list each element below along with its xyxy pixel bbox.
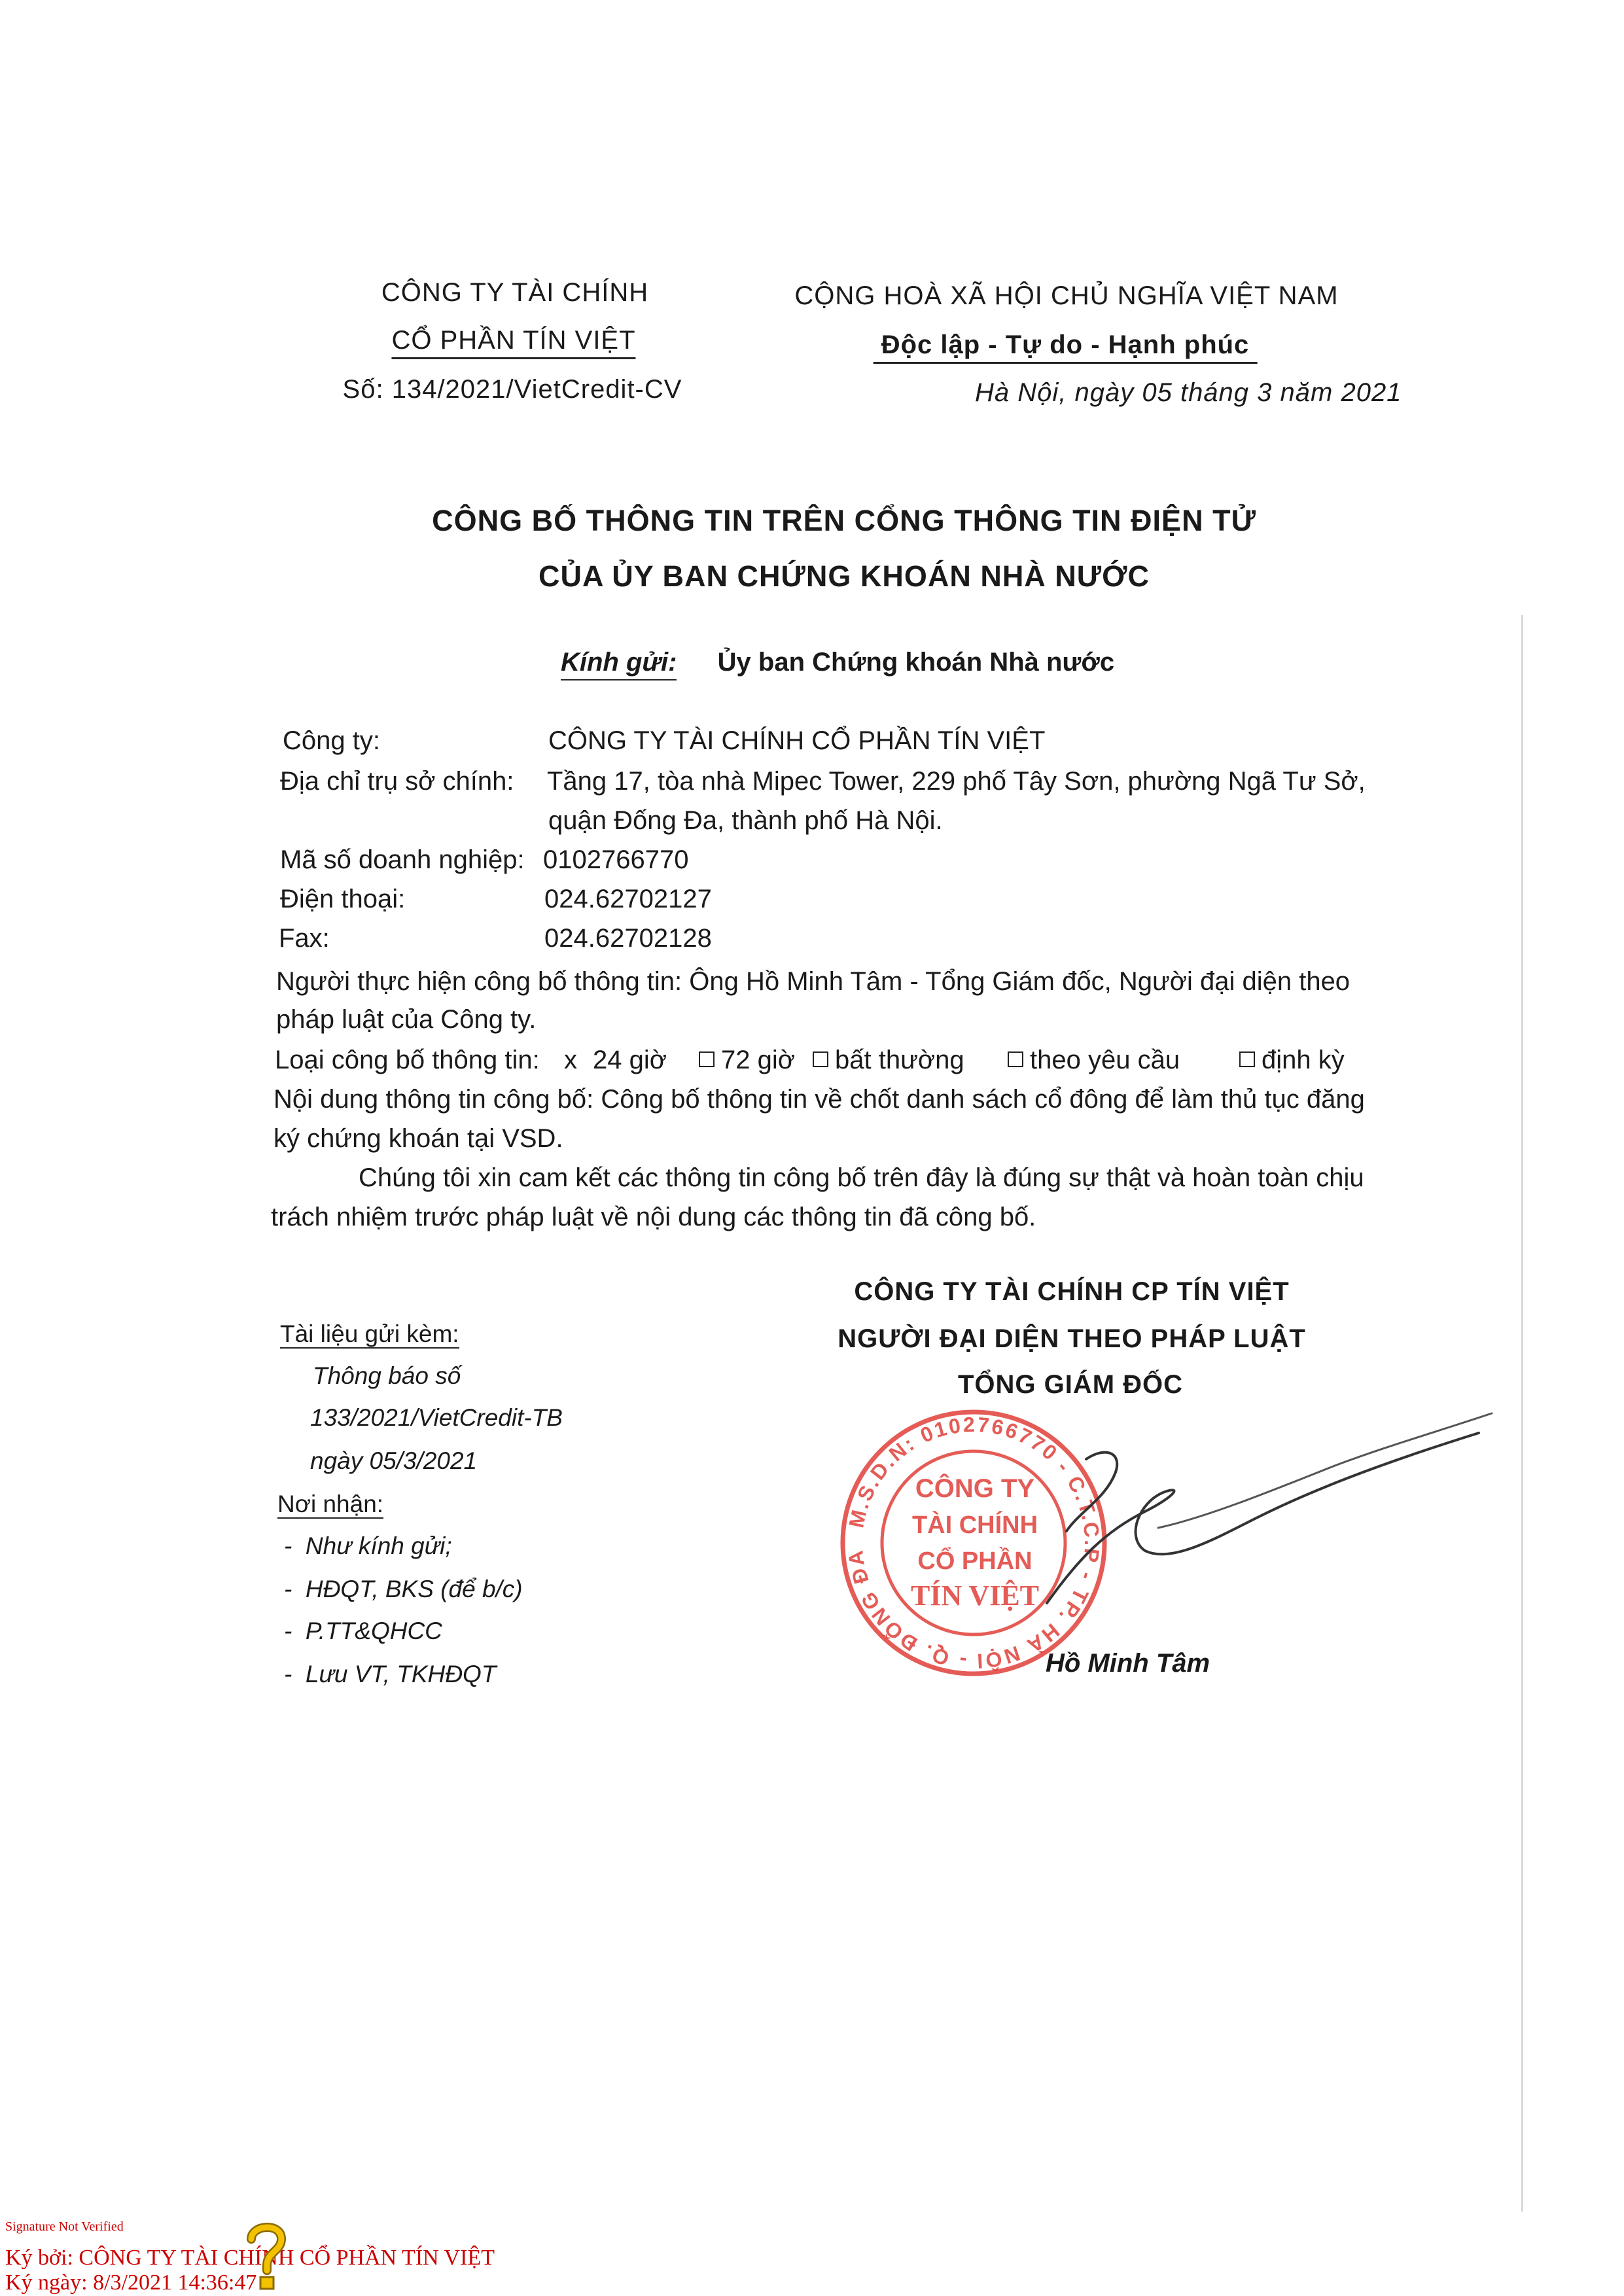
disclosure-type-label: Loại công bố thông tin: bbox=[275, 1046, 540, 1074]
content-line1: Nội dung thông tin công bố: Công bố thông tin về chốt danh sách cổ đông để làm thủ tục đăng bbox=[274, 1085, 1365, 1114]
attachments-label-wrap bbox=[280, 1320, 459, 1348]
address-value-line1: Tầng 17, tòa nhà Mipec Tower, 229 phố Tây Sơn, phường Ngã Tư Sở, bbox=[547, 767, 1366, 796]
recipient-line bbox=[561, 648, 1114, 677]
disclosure-type-periodic-label: định kỳ bbox=[1262, 1046, 1345, 1074]
handwritten-signature bbox=[1008, 1387, 1505, 1623]
seal-ring-text: M.S.D.N: 0102766770 - C.T.C.P - TP. HÀ NỘI - Q. ĐỐNG ĐA bbox=[843, 1412, 1104, 1674]
discloser-line1: Người thực hiện công bố thông tin: Ông Hồ Minh Tâm - Tổng Giám đốc, Người đại diện theo bbox=[276, 967, 1350, 996]
recipient-item: - HĐQT, BKS (để b/c) bbox=[284, 1576, 523, 1602]
disclosure-type-unusual-label: bất thường bbox=[835, 1046, 964, 1074]
disclosure-type-72h[interactable] bbox=[699, 1046, 795, 1075]
question-mark-icon[interactable] bbox=[243, 2219, 289, 2291]
phone-label: Điện thoại: bbox=[280, 885, 406, 913]
checkbox-unusual[interactable] bbox=[813, 1051, 828, 1067]
seal-line2: TÀI CHÍNH bbox=[911, 1511, 1038, 1539]
recipients-label: Nơi nhận: bbox=[277, 1491, 384, 1517]
recipient-value: Ủy ban Chứng khoán Nhà nước bbox=[717, 648, 1115, 677]
disclosure-type-24h-mark[interactable]: x bbox=[564, 1046, 577, 1074]
recipient-item: - Như kính gửi; bbox=[284, 1532, 452, 1559]
national-motto-wrap bbox=[874, 330, 1258, 360]
company-name-line2-wrap bbox=[391, 326, 635, 355]
seal-line3: CỔ PHẦN bbox=[917, 1547, 1033, 1575]
phone-value: 024.62702127 bbox=[544, 885, 712, 913]
date-line: Hà Nội, ngày 05 tháng 3 năm 2021 bbox=[975, 378, 1402, 407]
fax-value: 024.62702128 bbox=[544, 924, 712, 953]
company-name-line1: CÔNG TY TÀI CHÍNH bbox=[381, 278, 649, 307]
commitment-line1: Chúng tôi xin cam kết các thông tin công bố trên đây là đúng sự thật và hoàn toàn chịu bbox=[359, 1163, 1364, 1192]
national-title: CỘNG HOÀ XÃ HỘI CHỦ NGHĨA VIỆT NAM bbox=[794, 281, 1339, 310]
disclosure-type-24h: 24 giờ bbox=[593, 1046, 667, 1074]
signature-role: NGƯỜI ĐẠI DIỆN THEO PHÁP LUẬT bbox=[838, 1324, 1306, 1353]
disclosure-type-on-request-label: theo yêu cầu bbox=[1030, 1046, 1180, 1074]
recipient-item: - P.TT&QHCC bbox=[284, 1617, 442, 1644]
fax-label: Fax: bbox=[279, 924, 330, 953]
content-line2: ký chứng khoán tại VSD. bbox=[274, 1124, 563, 1153]
document-number: Số: 134/2021/VietCredit-CV bbox=[342, 375, 682, 404]
recipient-label: Kính gửi: bbox=[561, 648, 677, 680]
disclosure-type-72h-label: 72 giờ bbox=[721, 1046, 795, 1074]
attachment-line3: ngày 05/3/2021 bbox=[310, 1447, 478, 1474]
commitment-line2: trách nhiệm trước pháp luật về nội dung các thông tin đã công bố. bbox=[271, 1203, 1036, 1231]
signer-name: Hồ Minh Tâm bbox=[1046, 1649, 1210, 1678]
tax-code-value: 0102766770 bbox=[543, 845, 689, 874]
document-title-line1: CÔNG BỐ THÔNG TIN TRÊN CỔNG THÔNG TIN ĐIỆN TỬ bbox=[432, 504, 1256, 537]
national-motto: Độc lập - Tự do - Hạnh phúc bbox=[874, 330, 1258, 364]
discloser-line2: pháp luật của Công ty. bbox=[276, 1005, 537, 1034]
attachments-label: Tài liệu gửi kèm: bbox=[280, 1320, 459, 1347]
recipient-item: - Lưu VT, TKHĐQT bbox=[284, 1661, 497, 1687]
signature-company: CÔNG TY TÀI CHÍNH CP TÍN VIỆT bbox=[854, 1277, 1290, 1306]
signed-date: Ký ngày: 8/3/2021 14:36:47 bbox=[5, 2270, 257, 2295]
company-name-line2: CỔ PHẦN TÍN VIỆT bbox=[391, 326, 635, 359]
seal-line1: CÔNG TY bbox=[915, 1474, 1035, 1503]
checkbox-periodic[interactable] bbox=[1239, 1051, 1255, 1067]
signed-by: Ký bởi: CÔNG TY TÀI CHÍNH CỔ PHẦN TÍN VIỆT bbox=[5, 2246, 495, 2270]
document-title-line2: CỦA ỦY BAN CHỨNG KHOÁN NHÀ NƯỚC bbox=[538, 559, 1150, 593]
disclosure-type-on-request[interactable] bbox=[1008, 1046, 1180, 1075]
seal-line4: TÍN VIỆT bbox=[910, 1580, 1040, 1612]
attachment-line2: 133/2021/VietCredit-TB bbox=[310, 1404, 563, 1431]
recipients-label-wrap bbox=[277, 1491, 383, 1518]
tax-code-label: Mã số doanh nghiệp: bbox=[280, 845, 525, 874]
disclosure-type-periodic[interactable] bbox=[1239, 1046, 1345, 1075]
address-label: Địa chỉ trụ sở chính: bbox=[280, 767, 514, 796]
checkbox-on-request[interactable] bbox=[1008, 1051, 1023, 1067]
address-value-line2: quận Đống Đa, thành phố Hà Nội. bbox=[548, 806, 943, 835]
company-value: CÔNG TY TÀI CHÍNH CỔ PHẦN TÍN VIỆT bbox=[548, 726, 1046, 755]
signature-status: Signature Not Verified bbox=[5, 2219, 124, 2234]
checkbox-72h[interactable] bbox=[699, 1051, 715, 1067]
attachment-line1: Thông báo số bbox=[313, 1362, 461, 1389]
scan-edge-line bbox=[1521, 615, 1523, 2212]
signature-title: TỔNG GIÁM ĐỐC bbox=[957, 1370, 1184, 1399]
company-label: Công ty: bbox=[283, 726, 380, 755]
disclosure-type-unusual[interactable] bbox=[813, 1046, 964, 1075]
